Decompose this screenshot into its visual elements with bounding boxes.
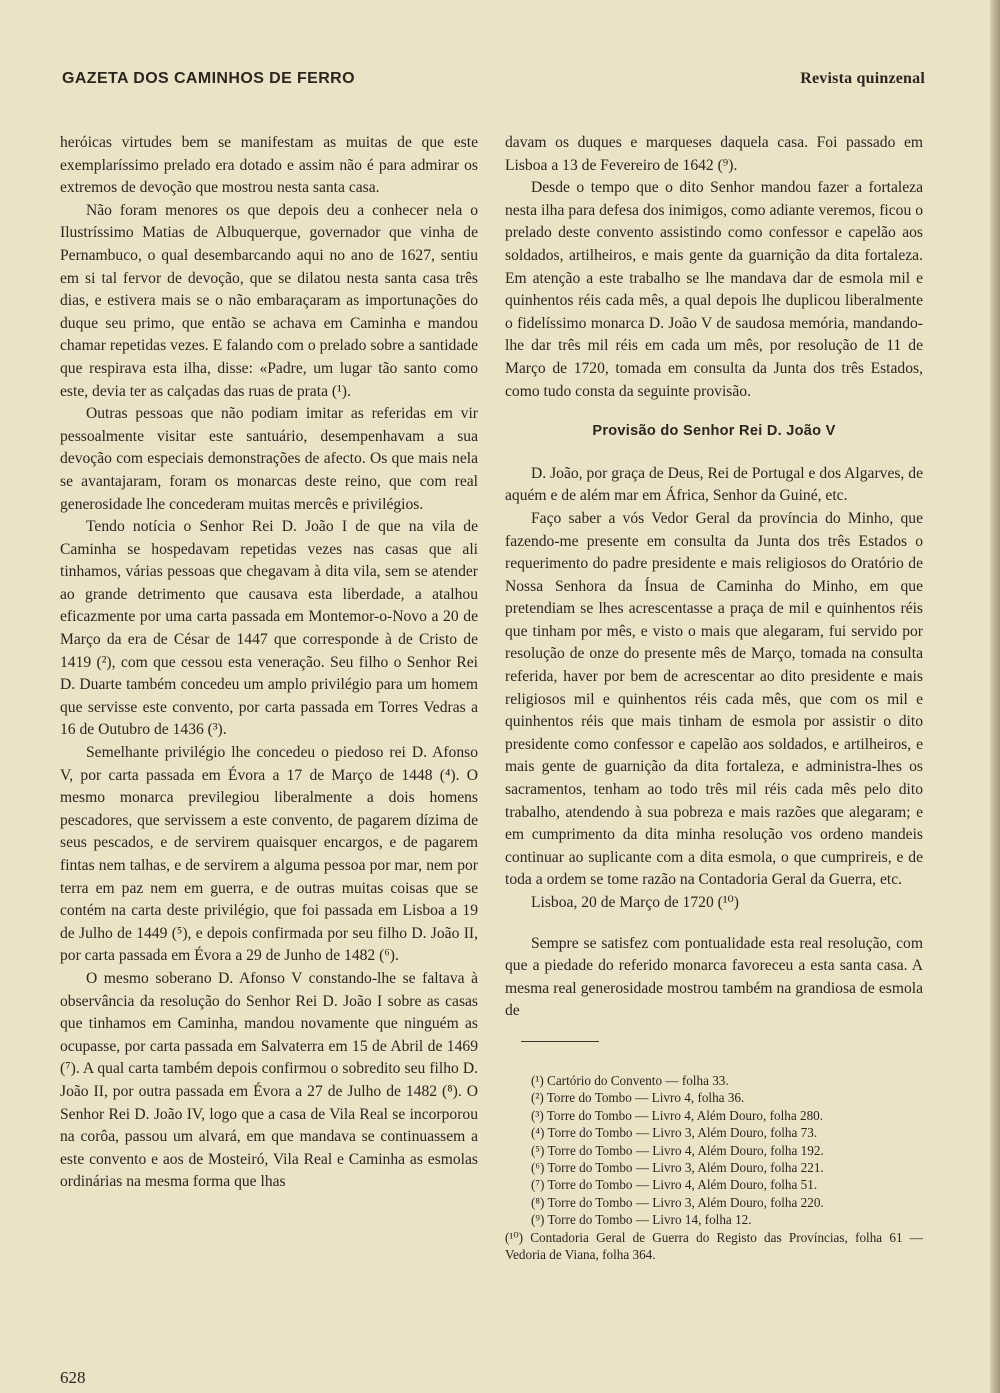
section-title: Provisão do Senhor Rei D. João V <box>592 423 836 440</box>
footnotes <box>505 1072 923 1263</box>
footnote: (³) Torre do Tombo — Livro 4, Além Douro, folha 280. <box>531 1107 824 1123</box>
journal-subtitle: Revista quinzenal <box>800 70 925 87</box>
footnote: (²) Torre do Tombo — Livro 4, folha 36. <box>531 1090 745 1106</box>
paragraph: Não foram menores os que depois deu a conhecer nela o Ilustríssimo Matias de Albuquerque, governador que vinha de Pernambuco, o qual desembarcando aqui no ano de 1627, sentiu em si tal fervor de devoção, que se dilatou nesta santa casa três dias, e estivera mais se o não embaraçaram as importunações do duque seu primo, que então se achava em Caminha e mandou chamar repetidas vezes. E falando com o prelado sobre a santidade que respirava esta ilha, disse: «Padre, um lugar tão santo como este, devia ter as calçadas das ruas de prata (¹). <box>60 201 478 400</box>
paragraph: Desde o tempo que o dito Senhor mandou fazer a fortaleza nesta ilha para defesa dos inimigos, como adiante veremos, ficou o prelado deste convento assistindo como confessor e capelão aos soldados, artilheiros, e mais gente da guarnição da dita fortaleza. Em atenção a este trabalho se lhe mandava dar de esmola mil e quinhentos réis cada mês, a qual depois lhe duplicou liberalmente o fidelíssimo monarca D. João V de saudosa memória, mandando-lhe dar três mil réis em cada um mês, por resolução de 11 de Março de 1720, tomada em consulta da Junta dos três Estados, como tudo consta da seguinte provisão. <box>505 179 923 400</box>
provision-date: Lisboa, 20 de Março de 1720 (¹⁰) <box>531 894 739 911</box>
paragraph: Sempre se satisfez com pontualidade esta real resolução, com que a piedade do referido monarca favoreceu a esta santa casa. A mesma real generosidade mostrou também na grandiosa de esmola de <box>505 934 923 1020</box>
footnote: (⁵) Torre do Tombo — Livro 4, Além Douro, folha 192. <box>531 1142 824 1158</box>
footnote: (⁹) Torre do Tombo — Livro 14, folha 12. <box>531 1212 752 1228</box>
left-column <box>60 132 478 1194</box>
provision-paragraph: Faço saber a vós Vedor Geral da província do Minho, que fazendo-me presente em consulta da Junta dos três Estados o requerimento do padre presidente e mais religiosos do Oratório de Nossa Senhora da Ínsua de Caminha do Minho, em que pretendiam se lhes acrescentasse a praça de mil e quinhentos réis que tinham por mês, e visto o mais que alegaram, fui servido por resolução de onze do presente mês de Março, tomada na consulta referida, haver por bem de acrescentar ao dito presidente e mais religiosos mil e quinhentos réis cada mês, que com os mil e quinhentos réis que mais tinham de esmola por assistir o dito presidente como confessor e capelão aos soldados, e artilheiros, e mais gente de guarnição da dita fortaleza, e administra-lhes os sacramentos, tenham ao todo três mil réis cada mês pelo dito trabalho, atendendo à sua pobreza e mais razões que alegaram; e em cumprimento da dita minha resolução vos ordeno mandeis continuar ao suplicante com a dita esmola, o que cumprireis, e de toda a ordem se tome razão na Contadoria Geral da Guerra, etc. <box>505 509 923 889</box>
page-number: 628 <box>60 1368 86 1387</box>
paragraph: Outras pessoas que não podiam imitar as referidas em vir pessoalmente visitar este santuário, desempenhavam a sua devoção com especiais demonstrações de afecto. Os que mais nela se avantajaram, foram os monarcas deste reino, que com real generosidade lhe concederam muitas mercês e privilégios. <box>60 405 478 513</box>
paragraph: Semelhante privilégio lhe concedeu o piedoso rei D. Afonso V, por carta passada em Évora a 17 de Março de 1448 (⁴). O mesmo monarca previlegiou liberalmente a dois homens pescadores, que servissem a este convento, de pagarem dízima de seus pescados, e de servirem quaisquer encargos, e de pagarem fintas nem talhas, e de servirem a alguma pessoa por mar, nem por terra em paz nem em guerra, e de outras muitas coisas que se contém na carta deste privilégio, que foi passada em Lisboa a 19 de Julho de 1449 (⁵), e depois confirmada por seu filho D. João II, por carta passada em Évora a 29 de Junho de 1482 (⁶). <box>60 744 478 965</box>
page-edge <box>990 0 1000 1393</box>
journal-title: GAZETA DOS CAMINHOS DE FERRO <box>62 70 355 87</box>
paragraph: Tendo notícia o Senhor Rei D. João I de que na vila de Caminha se hospedavam repetidas vezes nas casas que ali tinhamos, várias pessoas que chegavam à dita vila, sem se atender ao grande detrimento que causava esta liberdade, a atalhou eficazmente por uma carta passada em Montemor-o-Novo a 20 de Março da era de César de 1447 que corresponde à de Cristo de 1419 (²), com que cessou esta veneração. Seu filho o Senhor Rei D. Duarte também concedeu um amplo privilégio para um homem que servisse este convento, por carta passada em Torres Vedras a 16 de Outubro de 1436 (³). <box>60 518 478 739</box>
footnote-divider <box>521 1041 599 1042</box>
footnote: (¹) Cartório do Convento — folha 33. <box>531 1072 729 1088</box>
footnote: (⁷) Torre do Tombo — Livro 4, Além Douro, folha 51. <box>531 1177 818 1193</box>
running-header <box>62 70 925 88</box>
footnote: (⁸) Torre do Tombo — Livro 3, Além Douro, folha 220. <box>531 1194 824 1210</box>
footnote: (⁴) Torre do Tombo — Livro 3, Além Douro, folha 73. <box>531 1125 818 1141</box>
paragraph: davam os duques e marqueses daquela casa. Foi passado em Lisboa a 13 de Fevereiro de 1642 (⁹). <box>505 134 923 174</box>
footnote: (¹⁰) Contadoria Geral de Guerra do Registo das Províncias, folha 61 — Vedoria de Viana, folha 364. <box>505 1229 923 1263</box>
paragraph: O mesmo soberano D. Afonso V constando-lhe se faltava à observância da resolução do Senhor Rei D. João I sobre as casas que tinhamos em Caminha, mandou novamente que ninguém as ocupasse, por carta passada em Salvaterra em 15 de Abril de 1469 (⁷). A qual carta também depois confirmou o sobredito seu filho D. João II, por outra passada em Évora a 27 de Julho de 1482 (⁸). O Senhor Rei D. João IV, logo que a casa de Vila Real se incorporou na corôa, passou um alvará, em que mandava se continuassem a este convento e aos de Mosteiró, Vila Real e Caminha as esmolas ordinárias na mesma forma que lhas <box>60 969 478 1191</box>
paragraph: heróicas virtudes bem se manifestam as muitas de que este exemplaríssimo prelado era dotado e assim não é para admirar os extremos de devoção que mostrou nesta santa casa. <box>60 134 478 197</box>
provision-paragraph: D. João, por graça de Deus, Rei de Portugal e dos Algarves, de aquém e de além mar em África, Senhor da Guiné, etc. <box>505 464 923 505</box>
footnote: (⁶) Torre do Tombo — Livro 3, Além Douro, folha 221. <box>531 1160 824 1175</box>
right-column <box>505 132 923 1263</box>
